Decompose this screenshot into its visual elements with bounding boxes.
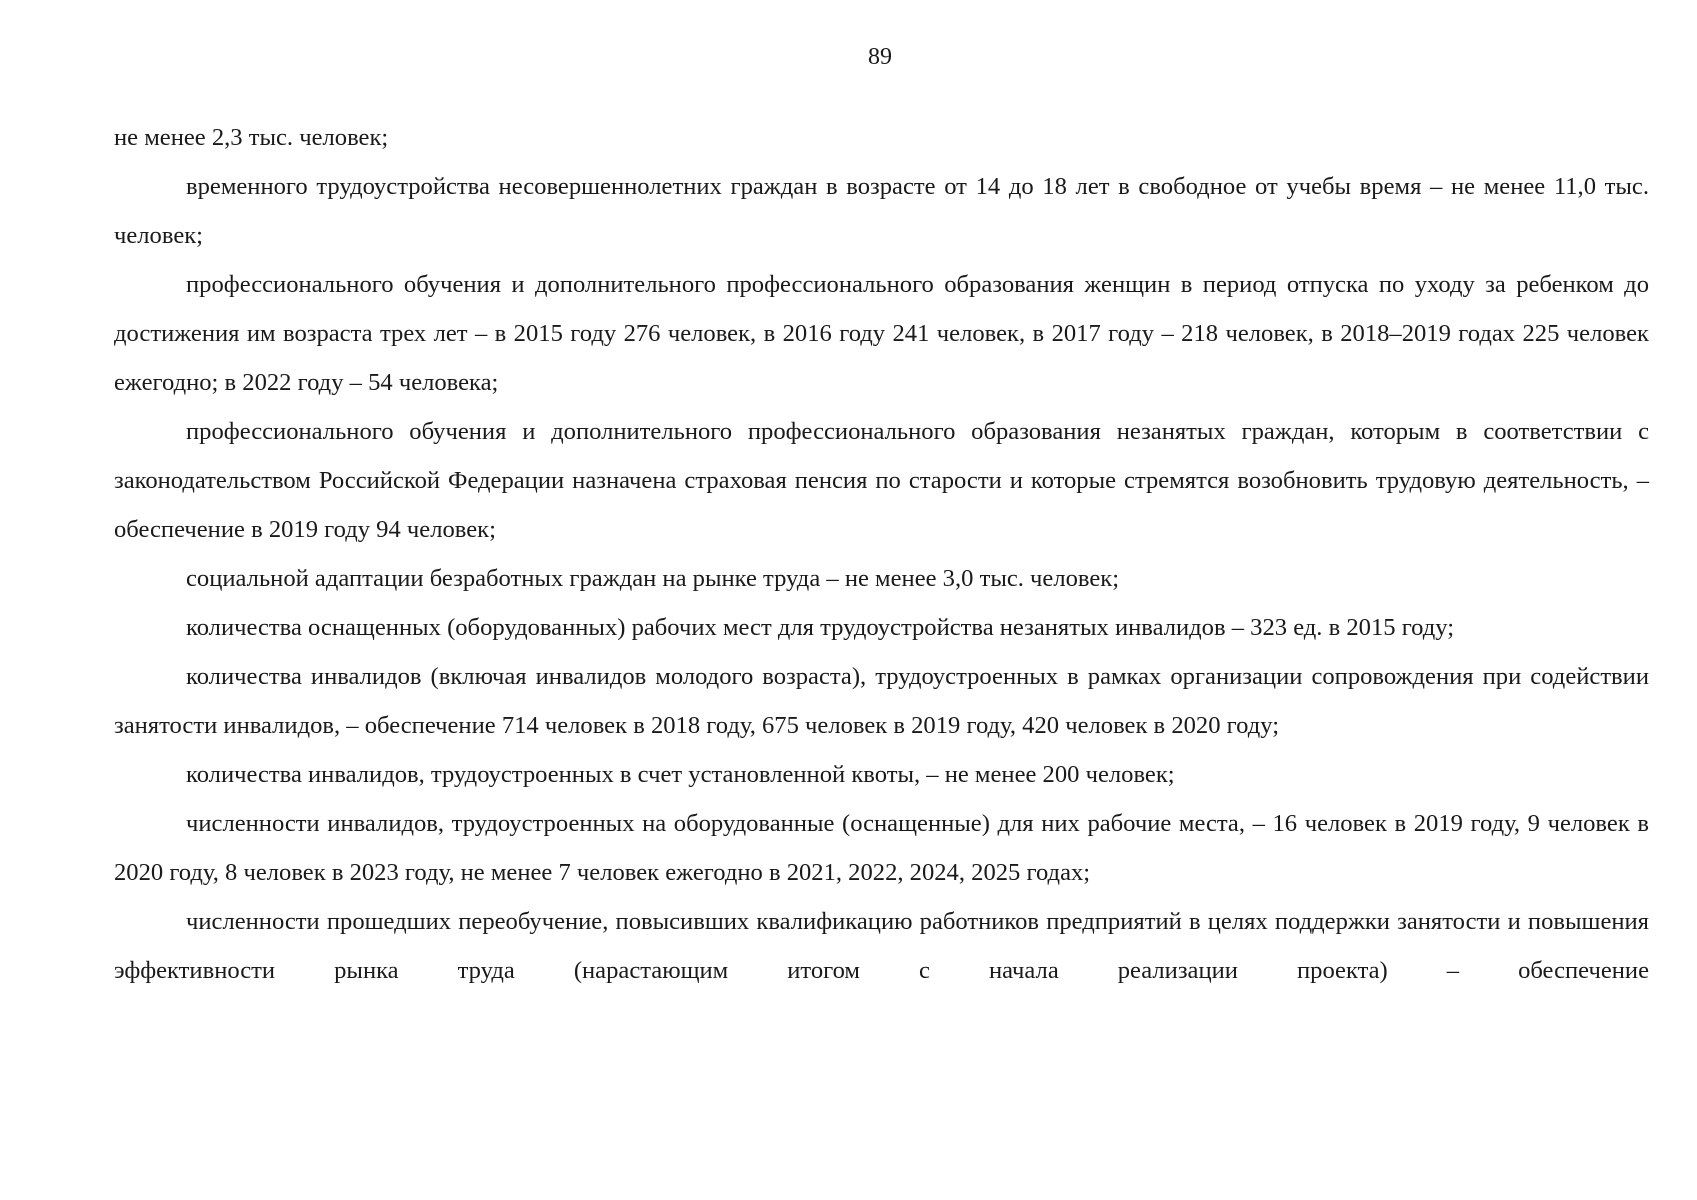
paragraph: не менее 2,3 тыс. человек; — [114, 124, 389, 151]
paragraph: количества инвалидов, трудоустроенных в счет установленной квоты, – не менее 200 человек; — [186, 761, 1175, 788]
paragraph: численности инвалидов, трудоустроенных на оборудованные (оснащенные) для них рабочие места, – 16 человек в 2019 году, 9 человек в 2020 году, 8 человек в 2023 году, не менее 7 человек ежегодно в 2021, 2022, 2024, 2025 годах; — [114, 810, 1649, 886]
paragraph: численности прошедших переобучение, повысивших квалификацию работников предприятий в целях поддержки занятости и повышения эффективности рынка труда (нарастающим итогом с начала реализации проекта) – обеспечение — [114, 908, 1649, 984]
paragraph: профессионального обучения и дополнительного профессионального образования женщин в период отпуска по уходу за ребенком до достижения им возраста трех лет – в 2015 году 276 человек, в 2016 году 241 человек, в 2017 году – 218 человек, в 2018–2019 годах 225 человек ежегодно; в 2022 году – 54 человека; — [114, 271, 1649, 396]
paragraph: социальной адаптации безработных граждан на рынке труда – не менее 3,0 тыс. человек; — [186, 565, 1120, 592]
document-body — [114, 113, 1649, 995]
page-number: 89 — [868, 44, 892, 70]
paragraph: профессионального обучения и дополнительного профессионального образования незанятых граждан, которым в соответствии с законодательством Российской Федерации назначена страховая пенсия по старости и которые стремятся возобновить трудовую деятельность, – обеспечение в 2019 году 94 человек; — [114, 418, 1649, 543]
paragraph: временного трудоустройства несовершеннолетних граждан в возрасте от 14 до 18 лет в свободное от учебы время – не менее 11,0 тыс. человек; — [114, 173, 1649, 249]
paragraph: количества оснащенных (оборудованных) рабочих мест для трудоустройства незанятых инвалидов – 323 ед. в 2015 году; — [186, 614, 1455, 641]
paragraph: количества инвалидов (включая инвалидов молодого возраста), трудоустроенных в рамках организации сопровождения при содействии занятости инвалидов, – обеспечение 714 человек в 2018 году, 675 человек в 2019 году, 420 человек в 2020 году; — [114, 663, 1649, 739]
